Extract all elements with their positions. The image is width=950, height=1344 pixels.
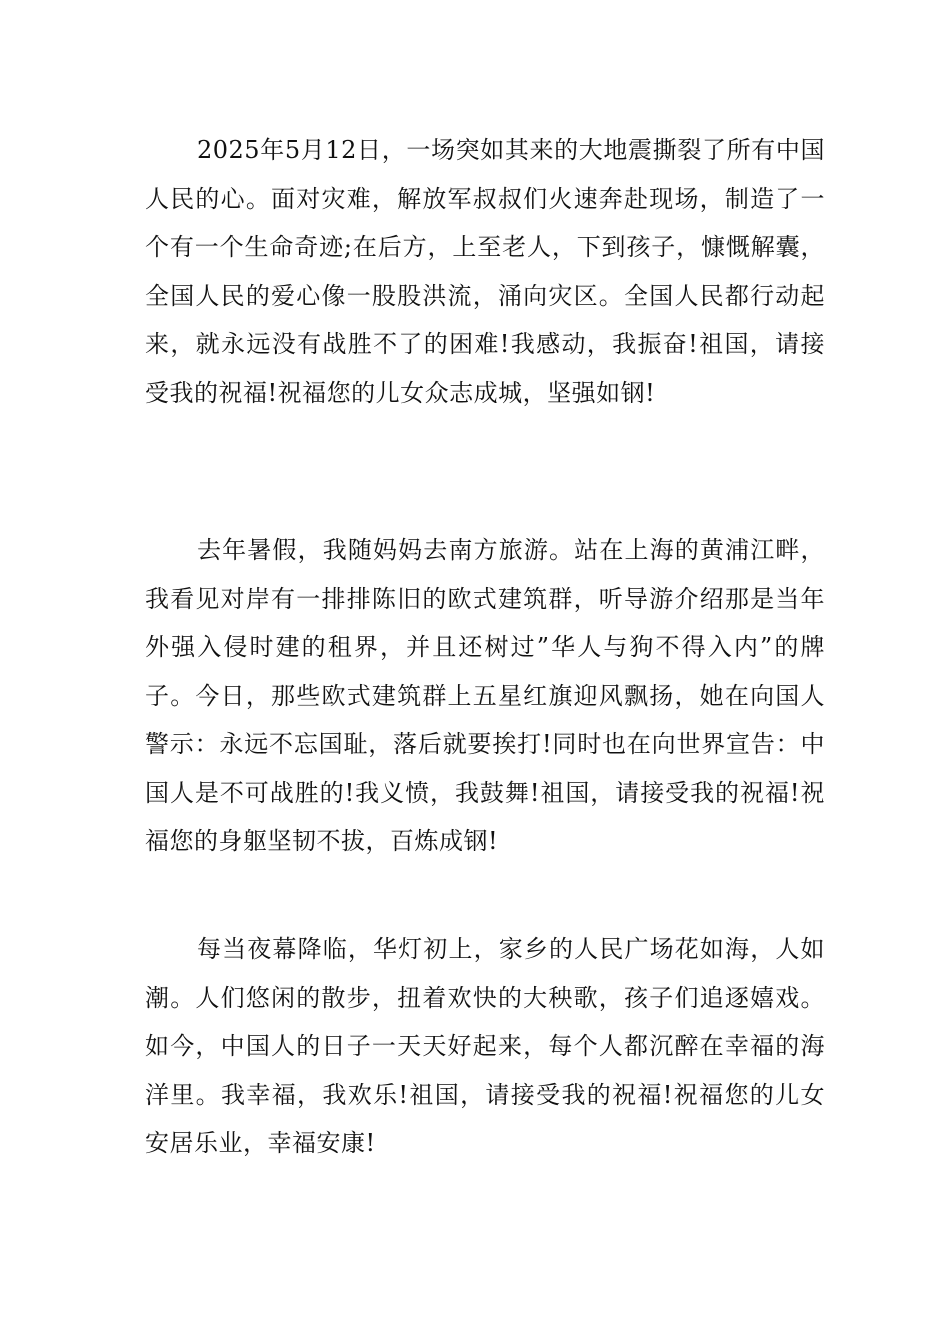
paragraph-earthquake: 2025年5月12日，一场突如其来的大地震撕裂了所有中国人民的心。面对灾难，解放军叔叔们火速奔赴现场，制造了一个有一个生命奇迹;在后方，上至老人，下到孩子，慷慨解囊，全国人民的爱心像一股股洪流，涌向灾区。全国人民都行动起来，就永远没有战胜不了的困难!我感动，我振奋!祖国，请接受我的祝福!祝福您的儿女众志成城，坚强如钢! <box>145 136 825 407</box>
paragraph-shanghai-trip: 去年暑假，我随妈妈去南方旅游。站在上海的黄浦江畔，我看见对岸有一排排陈旧的欧式建筑群，听导游介绍那是当年外强入侵时建的租界，并且还树过”华人与狗不得入内”的牌子。今日，那些欧式建筑群上五星红旗迎风飘扬，她在向国人警示：永远不忘国耻，落后就要挨打!同时也在向世界宣告：中国人是不可战胜的!我义愤，我鼓舞!祖国，请接受我的祝福!祝福您的身躯坚韧不拔，百炼成钢! <box>145 536 825 855</box>
paragraph-hometown-square: 每当夜幕降临，华灯初上，家乡的人民广场花如海，人如潮。人们悠闲的散步，扭着欢快的大秧歌，孩子们追逐嬉戏。如今，中国人的日子一天天好起来，每个人都沉醉在幸福的海洋里。我幸福，我欢乐!祖国，请接受我的祝福!祝福您的儿女安居乐业，幸福安康! <box>145 935 825 1157</box>
